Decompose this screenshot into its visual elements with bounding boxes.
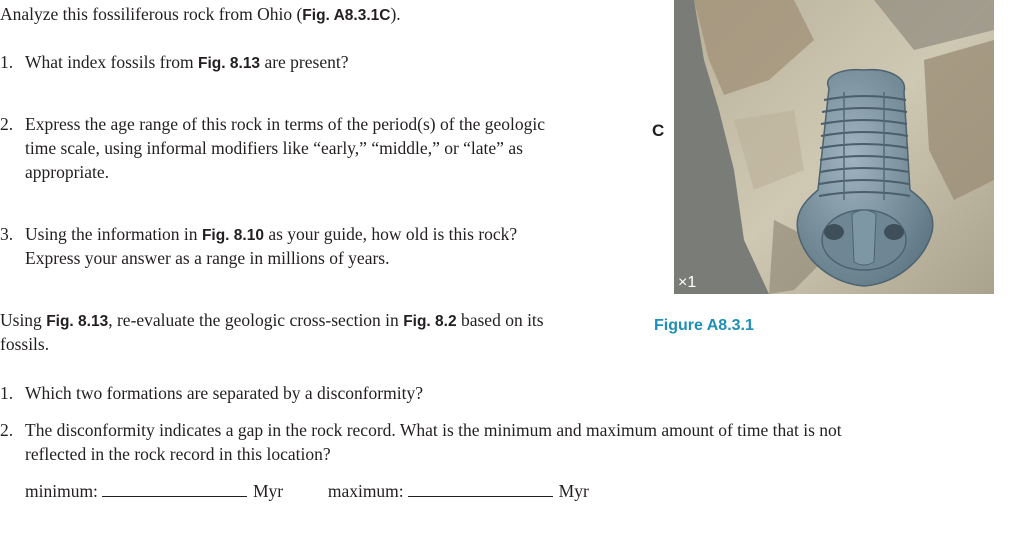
- minimum-unit: Myr: [252, 481, 284, 501]
- section2-text-part: , re-evaluate the geologic cross-section in: [108, 310, 404, 330]
- maximum-unit: Myr: [558, 481, 589, 501]
- question-text-part: Using the information in: [25, 224, 202, 244]
- trilobite-illustration: [674, 0, 994, 294]
- section2-line: fossils.: [0, 334, 50, 354]
- question-text-part: are present?: [260, 52, 349, 72]
- question-text-line: time scale, using informal modifiers like “early,” “middle,” or “late” as: [25, 138, 523, 158]
- minimum-label: minimum:: [25, 481, 98, 501]
- question-number: 3.: [0, 224, 14, 244]
- question-text: [25, 50, 348, 76]
- question-text-line: reflected in the rock record in this location?: [25, 444, 331, 464]
- figure-panel-letter: C: [652, 121, 665, 140]
- figure-ref: Fig. 8.13: [198, 55, 261, 72]
- intro-figure-ref: Fig. A8.3.1C: [302, 7, 391, 24]
- question-text-line: appropriate.: [25, 162, 110, 182]
- question-text-line: Express the age range of this rock in terms of the period(s) of the geologic: [25, 114, 545, 134]
- figure-caption: Figure A8.3.1: [654, 317, 754, 334]
- maximum-label: maximum:: [327, 481, 404, 501]
- question-text-line: [25, 222, 517, 248]
- intro-text: Analyze this fossiliferous rock from Ohio (: [0, 4, 303, 24]
- section2-text-part: based on its: [456, 310, 544, 330]
- trilobite-fossil-photo: [674, 0, 994, 294]
- answer-line: [25, 479, 589, 503]
- question-text-part: What index fossils from: [25, 52, 199, 72]
- minimum-answer-blank[interactable]: [102, 482, 247, 497]
- question-text: Which two formations are separated by a disconformity?: [25, 383, 423, 403]
- figure-ref: Fig. 8.13: [46, 313, 109, 330]
- scale-label: ×1: [678, 274, 697, 291]
- section2-text-part: Using: [0, 310, 47, 330]
- question-text-line: The disconformity indicates a gap in the rock record. What is the minimum and maximum amount of time that is not: [25, 420, 842, 440]
- maximum-answer-blank[interactable]: [408, 482, 553, 497]
- figure-ref: Fig. 8.10: [201, 227, 264, 244]
- intro-line: [0, 2, 401, 28]
- section2-line: [0, 308, 544, 334]
- figure-ref: Fig. 8.2: [403, 313, 457, 330]
- question-number: 2.: [0, 114, 14, 134]
- intro-suffix: ).: [390, 4, 401, 24]
- question-number: 1.: [0, 383, 14, 403]
- question-number: 2.: [0, 420, 14, 440]
- question-text-part: as your guide, how old is this rock?: [263, 224, 518, 244]
- question-text-line: Express your answer as a range in millions of years.: [25, 248, 390, 268]
- question-number: 1.: [0, 52, 14, 72]
